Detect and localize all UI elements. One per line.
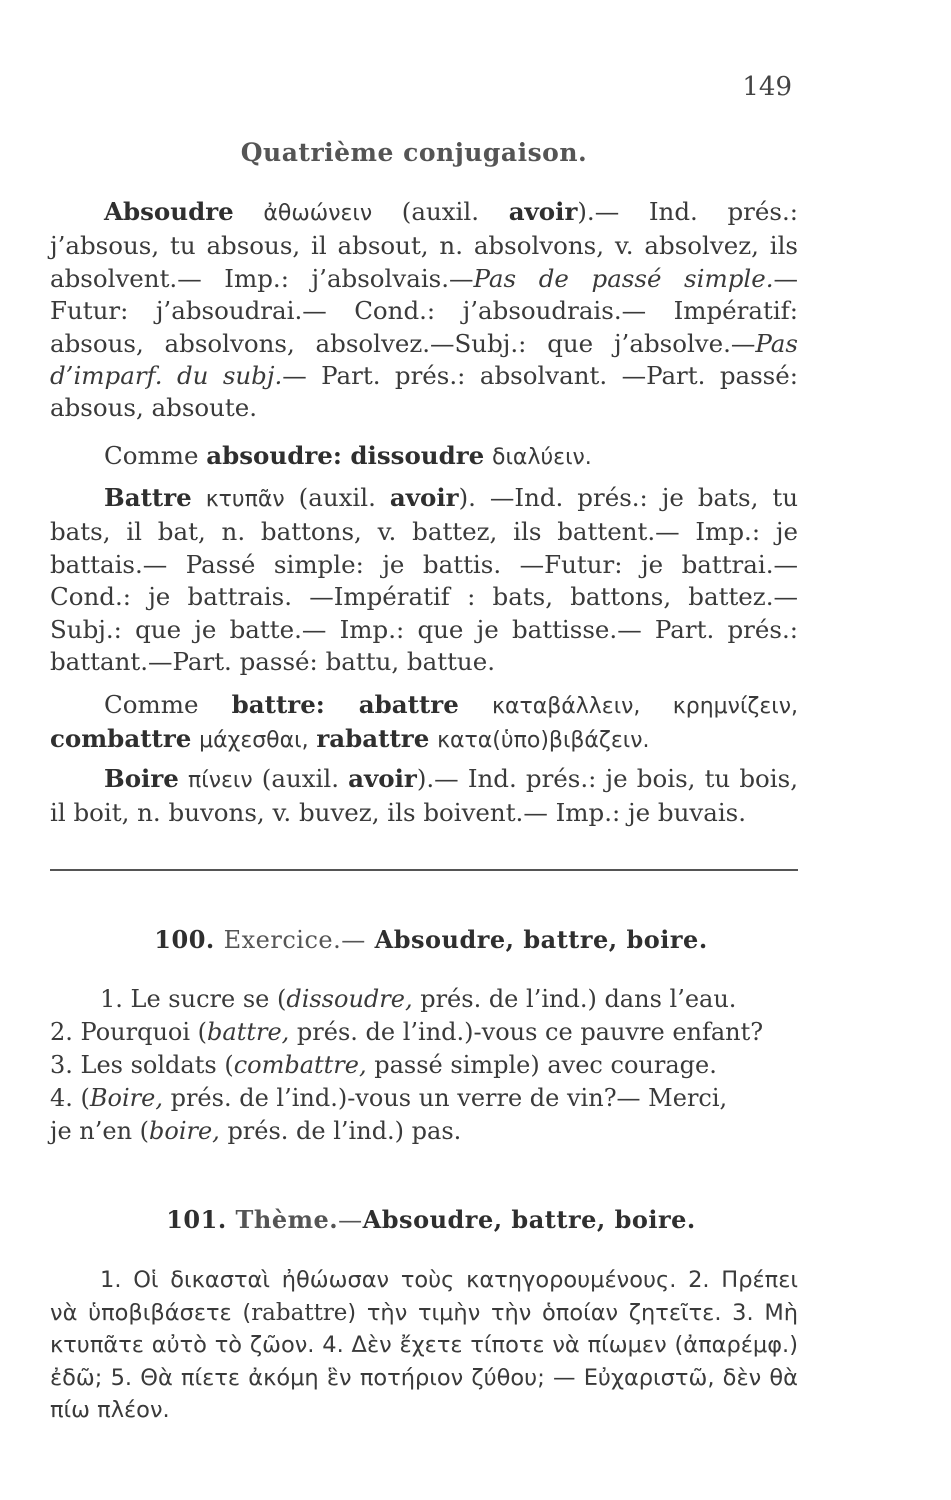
item-text: 1. Le sucre se ( bbox=[100, 985, 287, 1013]
item-text: prés. de l’ind.)-vous ce pauvre enfant? bbox=[289, 1018, 764, 1046]
aux-word: avoir bbox=[348, 764, 417, 793]
item-text: 4. ( bbox=[50, 1084, 90, 1112]
battre-paragraph bbox=[50, 482, 798, 678]
greek-abattre: καταβάλλειν, κρημνίζειν, bbox=[492, 694, 798, 719]
comme-ref: absoudre bbox=[206, 441, 333, 470]
theme-label: Thème. bbox=[235, 1205, 339, 1234]
greek-combattre: μάχεσθαι, bbox=[199, 728, 309, 754]
aux-word: avoir bbox=[508, 197, 578, 226]
absoudre-no-imparf: Pas d’imparf. du subj. bbox=[50, 328, 798, 391]
greek-dissoudre: διαλύειν. bbox=[492, 445, 592, 470]
theme-heading bbox=[0, 1205, 862, 1234]
exercice-number: 100. bbox=[154, 925, 215, 954]
item-verb: battre, bbox=[207, 1018, 290, 1046]
comme-lead: Comme bbox=[104, 441, 207, 470]
item-verb: boire, bbox=[149, 1117, 220, 1145]
greek-absoudre: ἀθωώνειν bbox=[263, 201, 373, 226]
verb-boire: Boire bbox=[104, 764, 179, 793]
theme-paragraph bbox=[50, 1264, 798, 1427]
item-verb: dissoudre, bbox=[286, 985, 413, 1013]
section-title: Quatrième conjugaison. bbox=[240, 138, 588, 167]
item-text: prés. de l’ind.) pas. bbox=[219, 1117, 462, 1145]
comme-battre-paragraph bbox=[50, 689, 798, 758]
absoudre-paragraph bbox=[50, 196, 798, 425]
boire-conjugation: ).— Ind. prés.: je bois, tu bois, il boit, n. buvons, v. buvez, ils boivent.— Imp.: je buvais. bbox=[50, 764, 798, 828]
verb-abattre: abattre bbox=[358, 690, 459, 719]
section-divider bbox=[50, 869, 798, 871]
greek-boire: πίνειν bbox=[188, 768, 253, 793]
theme-dash: — bbox=[338, 1206, 363, 1234]
theme-french-word: rabattre bbox=[251, 1299, 348, 1326]
battre-conjugation: ). —Ind. prés.: je bats, tu bats, il bat, n. battons, v. battez, ils battent.— Imp.: je battais.— Passé simple: je battis. —Futur: je battrai.— Cond.: je battrais. —Impératif : bats, battons, battez.— Subj.: que je batte.— Imp.: que je battisse.— Part. prés.: battant.—Part. passé: battu, battue. bbox=[50, 483, 798, 677]
comme-lead: Comme bbox=[104, 690, 232, 719]
exercice-dash: — bbox=[341, 926, 366, 954]
verb-rabattre: rabattre bbox=[316, 724, 430, 754]
item-verb: Boire, bbox=[89, 1084, 163, 1112]
absoudre-conjugation-3: — Part. prés.: absolvant. —Part. passé: absous, absoute. bbox=[50, 361, 799, 423]
page-number: 149 bbox=[742, 72, 792, 102]
comme-absoudre-line bbox=[50, 440, 798, 474]
comme-colon: : bbox=[315, 690, 359, 719]
absoudre-conjugation-2: — Futur: j’absoudrai.— Cond.: j’absoudrais.— Impératif: absous, absolvons, absolvez.—Subj.: que j’absolve.— bbox=[50, 263, 799, 358]
aux-open: (auxil. bbox=[261, 764, 349, 793]
theme-greek-b: ) τὴν τιμὴν τὴν ὁποίαν ζητεῖτε. 3. Μὴ κτυπᾶτε αὐτὸ τὸ ζῶον. 4. Δὲν ἔχετε τίποτε νὰ πίωμεν (ἀπαρέμφ.) ἐδῶ; 5. Θὰ πίετε ἀκόμη ἓν ποτήριον ζύθου; — Εὐχαριστῶ, δὲν θὰ πίω πλέον. bbox=[50, 1299, 798, 1424]
verb-absoudre: Absoudre bbox=[104, 197, 234, 226]
greek-battre: κτυπᾶν bbox=[205, 487, 285, 512]
item-verb: combattre, bbox=[233, 1051, 367, 1079]
verb-dissoudre: dissoudre bbox=[350, 441, 485, 470]
comme-colon: : bbox=[332, 441, 351, 470]
theme-greek-a: 1. Οἱ δικασταὶ ἠθώωσαν τοὺς κατηγορουμένους. 2. Πρέπει νὰ ὑποβιβάσετε ( bbox=[50, 1267, 798, 1326]
item-text: 3. Les soldats ( bbox=[50, 1051, 234, 1079]
verb-combattre: combattre bbox=[50, 724, 192, 754]
item-text: prés. de l’ind.)-vous un verre de vin?— Merci, bbox=[162, 1084, 728, 1112]
theme-topic: Absoudre, battre, boire. bbox=[362, 1205, 696, 1234]
exercice-label: Exercice. bbox=[223, 926, 342, 954]
absoudre-conjugation-1: ).— Ind. prés.: j’absous, tu absous, il absout, n. absolvons, v. absolvez, ils absolvent.— Imp.: j’absolvais.— bbox=[50, 197, 798, 293]
exercice-item-3 bbox=[50, 1049, 798, 1081]
comme-ref: battre bbox=[231, 690, 316, 719]
aux-open: (auxil. bbox=[298, 483, 390, 512]
boire-paragraph bbox=[50, 763, 798, 830]
exercice-heading bbox=[0, 925, 862, 954]
item-text: passé simple) avec courage. bbox=[366, 1051, 717, 1079]
verb-battre: Battre bbox=[104, 483, 192, 512]
item-text: 2. Pourquoi ( bbox=[50, 1018, 208, 1046]
greek-rabattre: κατα(ὑπο)βιβάζειν. bbox=[437, 728, 650, 754]
exercice-item-4 bbox=[50, 1082, 798, 1114]
aux-word: avoir bbox=[389, 483, 459, 512]
item-text: prés. de l’ind.) dans l’eau. bbox=[412, 985, 737, 1013]
item-text: je n’en ( bbox=[50, 1117, 150, 1145]
exercice-topic: Absoudre, battre, boire. bbox=[374, 925, 708, 954]
aux-open: (auxil. bbox=[401, 197, 509, 226]
exercice-item-4-cont bbox=[50, 1115, 798, 1147]
absoudre-no-passe: Pas de passé simple. bbox=[473, 263, 774, 293]
exercice-item-1 bbox=[50, 983, 798, 1015]
theme-number: 101. bbox=[166, 1205, 227, 1234]
exercice-item-2 bbox=[50, 1016, 798, 1048]
